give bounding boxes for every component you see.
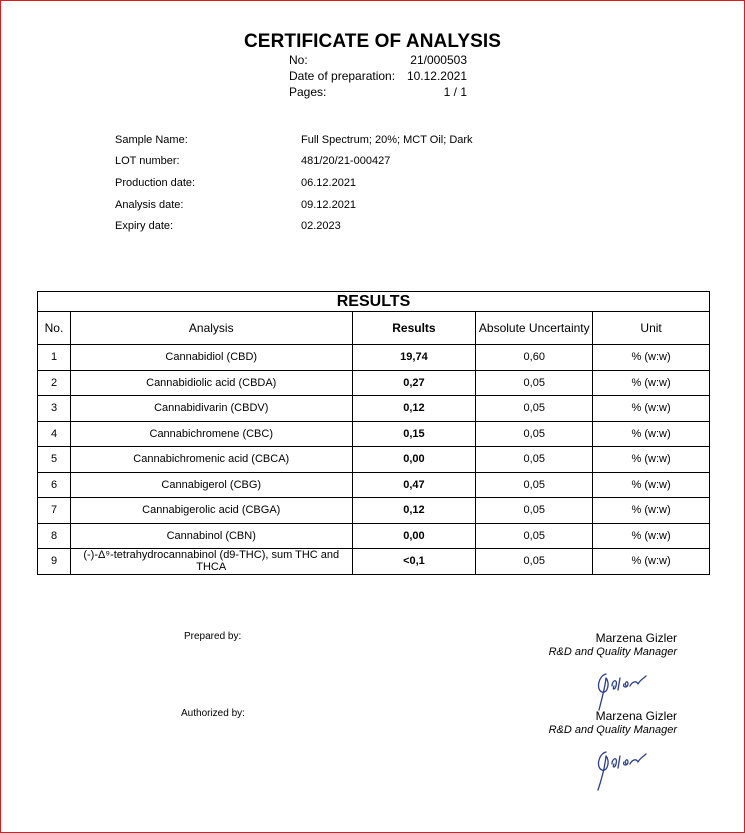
unit-cell: % (w:w) bbox=[593, 498, 710, 524]
results-table bbox=[37, 291, 710, 575]
expiry-date-label: Expiry date: bbox=[115, 220, 174, 232]
result-cell: 0,15 bbox=[352, 421, 476, 447]
authorized-by-role: R&D and Quality Manager bbox=[548, 724, 677, 736]
results-title: RESULTS bbox=[38, 292, 710, 312]
analysis-cell: Cannabidivarin (CBDV) bbox=[70, 396, 352, 422]
analysis-cell: Cannabigerol (CBG) bbox=[70, 472, 352, 498]
table-row bbox=[38, 549, 710, 575]
unit-cell: % (w:w) bbox=[593, 549, 710, 575]
result-cell: 0,00 bbox=[352, 447, 476, 473]
authorized-by-name: Marzena Gizler bbox=[595, 709, 677, 723]
uncertainty-cell: 0,05 bbox=[476, 447, 593, 473]
analysis-cell: Cannabigerolic acid (CBGA) bbox=[70, 498, 352, 524]
result-cell: 0,12 bbox=[352, 498, 476, 524]
result-cell: 19,74 bbox=[352, 345, 476, 371]
table-row bbox=[38, 345, 710, 371]
row-number-cell: 4 bbox=[38, 421, 71, 447]
unit-cell: % (w:w) bbox=[593, 421, 710, 447]
unit-cell: % (w:w) bbox=[593, 523, 710, 549]
meta-value: 10.12.2021 bbox=[406, 69, 467, 83]
row-number-cell: 5 bbox=[38, 447, 71, 473]
unit-cell: % (w:w) bbox=[593, 396, 710, 422]
unit-cell: % (w:w) bbox=[593, 472, 710, 498]
column-header-no: No. bbox=[38, 312, 71, 345]
production-date-label: Production date: bbox=[115, 177, 196, 189]
unit-cell: % (w:w) bbox=[593, 370, 710, 396]
unit-cell: % (w:w) bbox=[593, 447, 710, 473]
prepared-by-role: R&D and Quality Manager bbox=[548, 646, 677, 658]
results-body bbox=[38, 345, 710, 575]
expiry-date-value: 02.2023 bbox=[301, 220, 341, 232]
row-number-cell: 8 bbox=[38, 523, 71, 549]
table-row bbox=[38, 472, 710, 498]
uncertainty-cell: 0,05 bbox=[476, 472, 593, 498]
table-row bbox=[38, 498, 710, 524]
document-title: CERTIFICATE OF ANALYSIS bbox=[243, 31, 502, 52]
uncertainty-cell: 0,05 bbox=[476, 523, 593, 549]
column-header-uncertainty: Absolute Uncertainty bbox=[476, 312, 593, 345]
analysis-date-label: Analysis date: bbox=[115, 199, 184, 211]
prepared-by-name: Marzena Gizler bbox=[595, 631, 677, 645]
analysis-date-value: 09.12.2021 bbox=[301, 199, 357, 211]
result-cell: <0,1 bbox=[352, 549, 476, 575]
column-header-analysis: Analysis bbox=[70, 312, 352, 345]
lot-number-value: 481/20/21-000427 bbox=[301, 155, 391, 167]
lot-number-label: LOT number: bbox=[115, 155, 180, 167]
result-cell: 0,12 bbox=[352, 396, 476, 422]
table-row bbox=[38, 447, 710, 473]
meta-label: Pages: bbox=[289, 85, 327, 99]
meta-label: Date of preparation: bbox=[289, 69, 396, 83]
result-cell: 0,00 bbox=[352, 523, 476, 549]
uncertainty-cell: 0,05 bbox=[476, 370, 593, 396]
prepared-by-signature bbox=[588, 664, 648, 714]
table-row bbox=[38, 370, 710, 396]
row-number-cell: 7 bbox=[38, 498, 71, 524]
sample-name-value: Full Spectrum; 20%; MCT Oil; Dark bbox=[301, 134, 473, 146]
table-row bbox=[38, 421, 710, 447]
column-header-results: Results bbox=[352, 312, 476, 345]
row-number-cell: 3 bbox=[38, 396, 71, 422]
table-row bbox=[38, 396, 710, 422]
authorized-by-signature bbox=[588, 742, 648, 794]
row-number-cell: 1 bbox=[38, 345, 71, 371]
analysis-cell: Cannabidiol (CBD) bbox=[70, 345, 352, 371]
sample-name-label: Sample Name: bbox=[115, 134, 188, 146]
analysis-cell: Cannabichromenic acid (CBCA) bbox=[70, 447, 352, 473]
meta-value: 1 / 1 bbox=[443, 85, 467, 99]
uncertainty-cell: 0,05 bbox=[476, 396, 593, 422]
meta-label: No: bbox=[289, 53, 308, 67]
row-number-cell: 6 bbox=[38, 472, 71, 498]
production-date-value: 06.12.2021 bbox=[301, 177, 357, 189]
prepared-by-label: Prepared by: bbox=[184, 631, 242, 642]
uncertainty-cell: 0,60 bbox=[476, 345, 593, 371]
row-number-cell: 9 bbox=[38, 549, 71, 575]
uncertainty-cell: 0,05 bbox=[476, 421, 593, 447]
unit-cell: % (w:w) bbox=[593, 345, 710, 371]
analysis-cell: Cannabidiolic acid (CBDA) bbox=[70, 370, 352, 396]
uncertainty-cell: 0,05 bbox=[476, 549, 593, 575]
uncertainty-cell: 0,05 bbox=[476, 498, 593, 524]
analysis-cell: (-)-Δ⁹-tetrahydrocannabinol (d9-THC), sum THC and THCA bbox=[70, 549, 352, 575]
authorized-by-label: Authorized by: bbox=[181, 708, 245, 719]
meta-value: 21/000503 bbox=[410, 53, 467, 67]
column-header-unit: Unit bbox=[593, 312, 710, 345]
row-number-cell: 2 bbox=[38, 370, 71, 396]
result-cell: 0,27 bbox=[352, 370, 476, 396]
analysis-cell: Cannabinol (CBN) bbox=[70, 523, 352, 549]
result-cell: 0,47 bbox=[352, 472, 476, 498]
table-row bbox=[38, 523, 710, 549]
analysis-cell: Cannabichromene (CBC) bbox=[70, 421, 352, 447]
